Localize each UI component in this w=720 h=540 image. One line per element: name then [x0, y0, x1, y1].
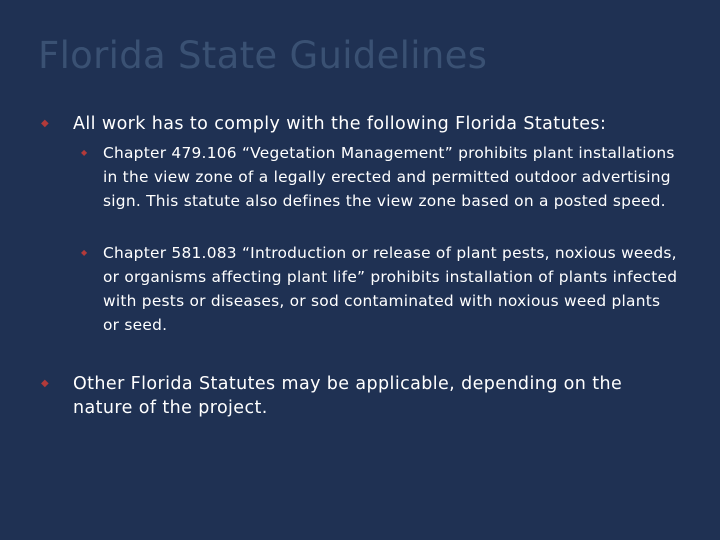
diamond-bullet-icon: ◆	[81, 148, 88, 157]
bullet-text: All work has to comply with the following Florida Statutes:	[73, 114, 607, 134]
sub-bullet-item	[80, 241, 680, 337]
sub-bullet-item	[80, 141, 680, 213]
bullet-item	[40, 372, 660, 420]
sub-bullet-text: Chapter 479.106 “Vegetation Management” prohibits plant installations in the view zone of a legally erected and permitted outdoor advertising sign. This statute also defines the view zone based on a posted speed.	[103, 144, 675, 210]
diamond-bullet-icon: ◆	[81, 248, 88, 257]
diamond-bullet-icon: ◆	[41, 118, 50, 129]
bullet-item	[40, 112, 690, 136]
bullet-text: Other Florida Statutes may be applicable, depending on the nature of the project.	[73, 374, 623, 418]
sub-bullet-text: Chapter 581.083 “Introduction or release of plant pests, noxious weeds, or organisms affecting plant life” prohibits installation of plants infected with pests or diseases, or sod contaminated with noxious weed plants or seed.	[103, 244, 678, 334]
slide-title: Florida State Guidelines	[38, 34, 488, 77]
diamond-bullet-icon: ◆	[41, 378, 50, 389]
